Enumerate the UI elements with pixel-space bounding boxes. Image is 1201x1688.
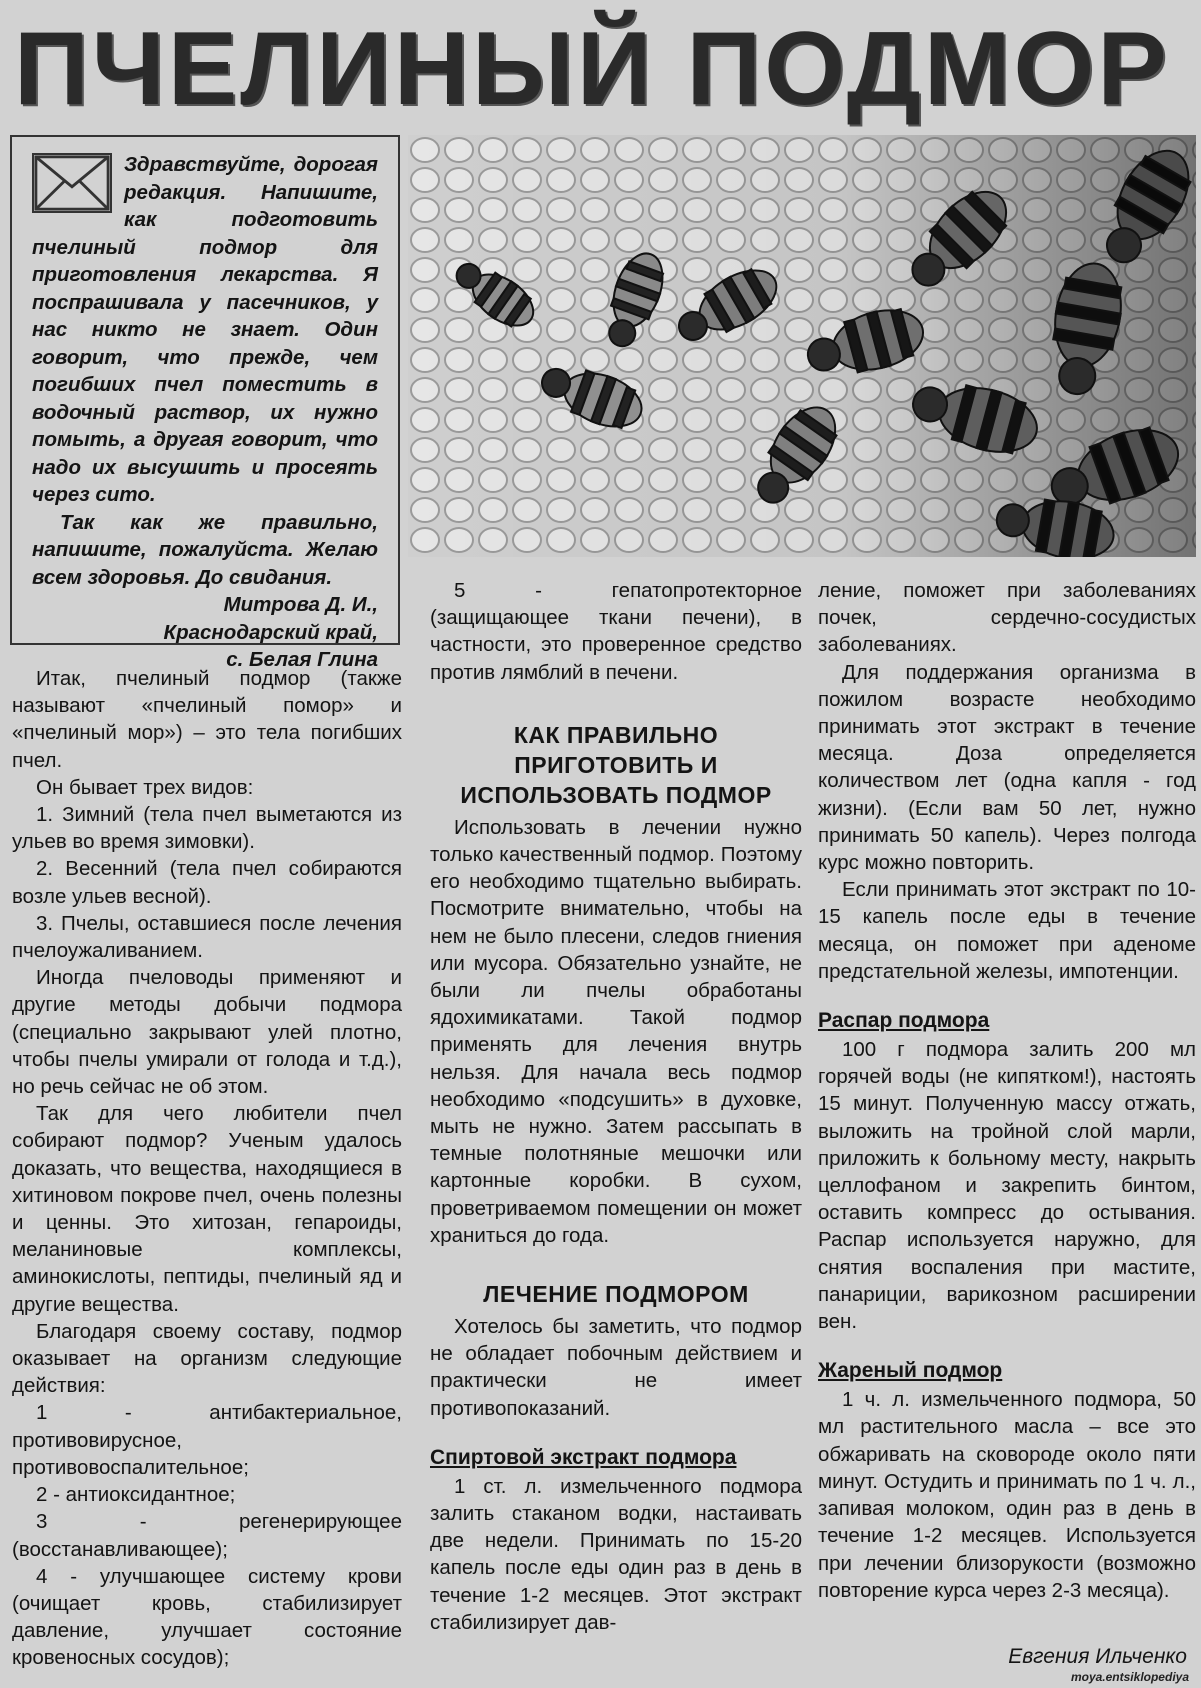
article-paragraph: 1 ч. л. измельченного подмора, 50 мл растительного масла – все это обжаривать на сковороде около пяти минут. Остудить и принимать по 1 ч. л., запивая молоком, один раз в день в течение 1-2 месяцев. Используется при лечении близорукости (возможно повторение курса через 2-3 месяца). [818,1388,1196,1602]
article-list-item: 3. Пчелы, оставшиеся после лечения пчелоужаливанием. [12,911,402,963]
envelope-icon [32,153,112,213]
article-author: Евгения Ильченко [1008,1645,1187,1668]
page-headline: ПЧЕЛИНЫЙ ПОДМОР [14,11,1170,127]
article-paragraph: Благодаря своему составу, подмор оказывает на организм следующие действия: [12,1319,402,1398]
subheading-fried: Жареный подмор [818,1359,1003,1383]
letter-signature-region: Краснодарский край, [163,620,378,644]
article-list-item: 3 - регенерирующее (восстанавливающее); [12,1510,402,1561]
article-paragraph: ление, поможет при заболеваниях почек, сердечно-сосудистых заболеваниях. [818,579,1196,657]
article-column-2 [430,577,802,1636]
article-list-item: 1 - антибактериальное, противовирусное, противовоспалительное; [12,1401,402,1479]
article-list-item: 1. Зимний (тела пчел выметаются из ульев во время зимовки). [12,803,402,854]
article-column-1 [12,665,402,1672]
section-heading-preparation: КАК ПРАВИЛЬНО ПРИГОТОВИТЬ И ИСПОЛЬЗОВАТЬ ПОДМОР [460,721,772,808]
article-paragraph: Использовать в лечении нужно только качественный подмор. Поэтому его необходимо тщательно выбирать. Посмотрите внимательно, чтобы на нем не было плесени, следов гниения или мусора. Обязательно узнайте, не были ли пчелы обработаны ядохимикатами. Такой подмор применять для лечения внутрь нельзя. Для начала весь подмор необходимо «подсушить» в духовке, мыть не нужно. Затем рассыпать в темные полотняные мешочки или картонные коробки. В сухом, проветриваемом помещении он может храниться до года. [430,815,802,1247]
article-paragraph: Итак, пчелиный подмор (также называют «пчелиный помор» и «пчелиный мор») – это тела погибших пчел. [12,667,402,772]
letter-signature-name: Митрова Д. И., [223,593,378,616]
letter-signature-village: с. Белая Глина [226,648,378,671]
letter-paragraph: Здравствуйте, дорогая редакция. Напишите, как подготовить пчелиный подмор для приготовления лекарства. Я поспрашивала у пасечников, у нас никто не знает. Один говорит, что прежде, чем погибших пчел поместить в водочный раствор, их нужно помыть, а другая говорит, что надо их высушить и просеять через сито. [32,153,378,506]
article-column-3 [818,577,1196,1604]
subheading-steamed: Распар подмора [818,1009,990,1033]
letter-paragraph: Так как же правильно, напишите, пожалуйста. Желаю всем здоровья. До свидания. [32,510,378,589]
article-paragraph: Хотелось бы заметить, что подмор не обладает побочным действием и практически не имеет противопоказаний. [430,1315,802,1420]
subheading-alcohol-extract: Спиртовой экстракт подмора [430,1445,737,1469]
article-list-item: 2. Весенний (тела пчел собираются возле ульев весной). [12,857,402,908]
article-paragraph: Иногда пчеловоды применяют и другие методы добычи подмора (специально закрывают улей плотно, чтобы пчелы умирали от голода и т.д.), но речь сейчас не об этом. [12,966,402,1099]
article-list-item: 5 - гепатопротекторное (защищающее ткани печени), в частности, это проверенное средство против лямблий в печени. [430,579,802,684]
watermark: moya.entsiklopediya [1070,1670,1189,1684]
article-paragraph: Он бывает трех видов: [36,775,254,799]
article-list-item: 2 - антиоксидантное; [36,1483,236,1507]
reader-letter-box [10,135,400,671]
article-paragraph: 1 ст. л. измельченного подмора залить стаканом водки, настаивать две недели. Принимать по 15-20 капель после еды один раз в день в течение 1-2 месяцев. Этот экстракт стабилизирует дав- [430,1474,802,1634]
article-paragraph: Если принимать этот экстракт по 10-15 капель после еды в течение месяца, он поможет при аденоме предстательной железы, импотенции. [818,878,1196,983]
article-paragraph: Для поддержания организма в пожилом возрасте необходимо принимать этот экстракт в течение месяца. Доза определяется количеством лет (одна капля - год жизни). (Если вам 50 лет, нужно принимать 50 капель). Через полгода курс можно повторить. [818,660,1196,875]
bees-photo [408,135,1196,557]
article-list-item: 4 - улучшающее систему крови (очищает кровь, стабилизирует давление, улучшает состояние кровеносных сосудов); [12,1564,402,1670]
article-paragraph: 100 г подмора залить 200 мл горячей воды (не кипятком!), настоять 15 минут. Полученную массу отжать, выложить на тройной слой марли, приложить к больному месту, накрыть целлофаном и закрепить бинтом, оставить компресс до остывания. Распар используется наружно, для снятия воспаления при мастите, панариции, варикозном расширении вен. [818,1038,1196,1334]
section-heading-treatment: ЛЕЧЕНИЕ ПОДМОРОМ [483,1281,749,1308]
article-paragraph: Так для чего любители пчел собирают подмор? Ученым удалось доказать, что вещества, находящиеся в хитиновом покрове пчел, очень полезны и ценны. Это хитозан, гепароиды, меланиновые комплексы, аминокислоты, пептиды, пчелиный яд и другие вещества. [12,1102,402,1316]
